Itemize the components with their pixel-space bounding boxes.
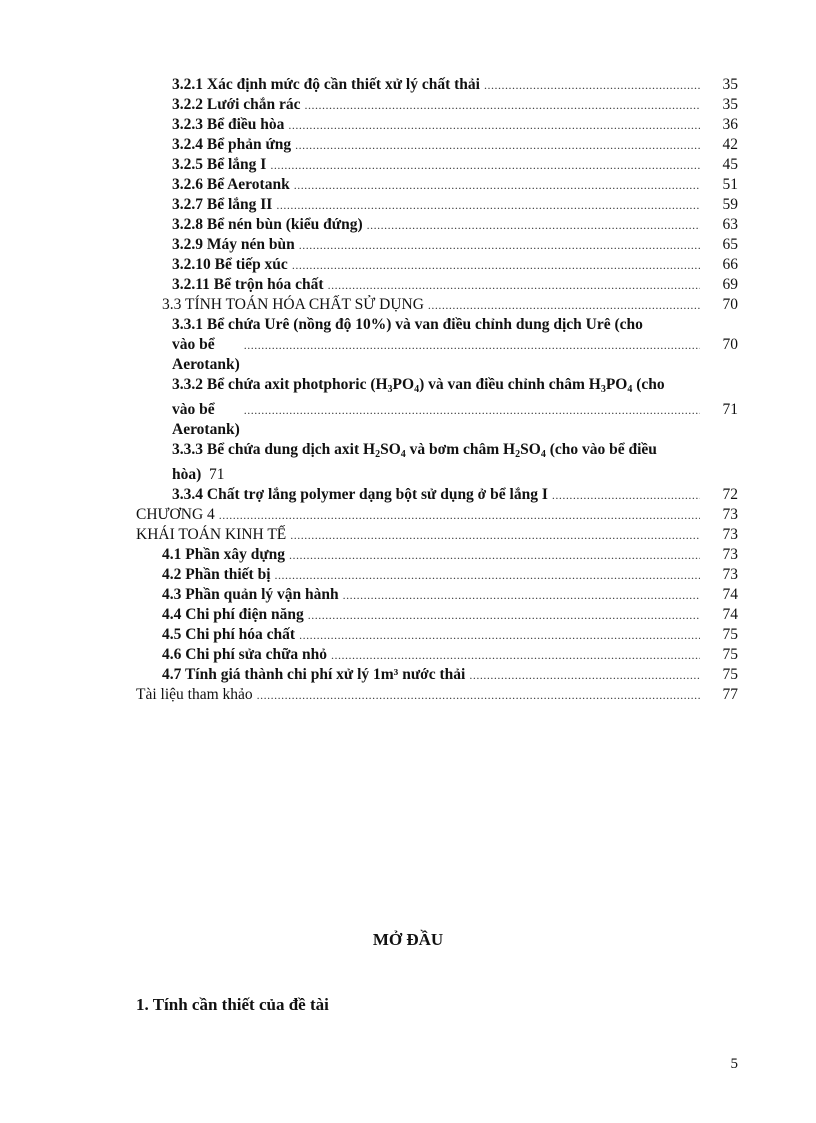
toc-entry-3-3-3[interactable] <box>0 440 816 485</box>
toc-label: 4.6 Chi phí sửa chữa nhỏ <box>162 646 328 663</box>
toc-leader <box>308 605 700 625</box>
toc-leader <box>270 155 700 175</box>
toc-page: 65 <box>722 236 738 253</box>
toc-leader <box>343 585 700 605</box>
toc-entry-4-7[interactable] <box>0 665 816 685</box>
toc-label: KHÁI TOÁN KINH TẾ <box>136 526 287 543</box>
toc-leader <box>484 75 700 95</box>
toc-leader <box>244 335 700 355</box>
toc-page: 74 <box>722 586 738 603</box>
toc-page: 45 <box>722 156 738 173</box>
toc-entry-3-3[interactable] <box>0 295 816 315</box>
toc-page: 35 <box>722 96 738 113</box>
toc-label: 3.2.9 Máy nén bùn <box>172 236 295 253</box>
toc-label: 3.2.2 Lưới chắn rác <box>172 96 301 113</box>
toc-label: 3.3 TÍNH TOÁN HÓA CHẤT SỬ DỤNG <box>162 296 424 313</box>
toc-label-line2: vào bể Aerotank) <box>172 336 240 373</box>
toc-page: 69 <box>722 276 738 293</box>
toc-entry-3-2-3[interactable] <box>0 115 816 135</box>
toc-page: 74 <box>722 606 738 623</box>
toc-label: CHƯƠNG 4 <box>136 506 215 523</box>
toc-page: 75 <box>722 626 738 643</box>
toc-leader <box>328 275 700 295</box>
toc-label: 4.1 Phần xây dựng <box>162 546 286 563</box>
toc-leader <box>244 400 700 420</box>
toc-label: 3.2.7 Bể lắng II <box>172 196 273 213</box>
toc-entry-chuong-4[interactable] <box>0 505 816 525</box>
toc-label: 3.2.6 Bể Aerotank <box>172 176 290 193</box>
toc-leader <box>299 235 700 255</box>
toc-entry-4-5[interactable] <box>0 625 816 645</box>
toc-leader <box>305 95 700 115</box>
toc-leader <box>257 685 700 705</box>
toc-leader <box>292 255 700 275</box>
toc-page: 77 <box>722 686 738 703</box>
toc-leader <box>428 295 700 315</box>
section-heading: 1. Tính cần thiết của đề tài <box>136 995 329 1014</box>
toc-page: 51 <box>722 176 738 193</box>
toc-entry-4-3[interactable] <box>0 585 816 605</box>
toc-page: 66 <box>722 256 738 273</box>
toc-entry-3-2-11[interactable] <box>0 275 816 295</box>
toc-label: 3.2.8 Bể nén bùn (kiểu đứng) <box>172 216 363 233</box>
toc-label: 3.2.11 Bể trộn hóa chất <box>172 276 324 293</box>
toc-entry-3-2-7[interactable] <box>0 195 816 215</box>
toc-entry-3-2-4[interactable] <box>0 135 816 155</box>
toc-entry-4-4[interactable] <box>0 605 816 625</box>
toc-leader <box>290 525 700 545</box>
toc-entry-khai-toan[interactable] <box>0 525 816 545</box>
toc-label: 4.2 Phần thiết bị <box>162 566 271 583</box>
toc-label: 4.7 Tính giá thành chi phí xử lý 1m³ nước thải <box>162 666 466 683</box>
toc-label: 3.2.3 Bể điều hòa <box>172 116 285 133</box>
toc-entry-tai-lieu[interactable] <box>0 685 816 705</box>
toc-entry-4-6[interactable] <box>0 645 816 665</box>
toc-label: Tài liệu tham khảo <box>136 686 253 703</box>
toc-entry-4-2[interactable] <box>0 565 816 585</box>
toc-label: 4.4 Chi phí điện năng <box>162 606 304 623</box>
toc-page: 71 <box>722 401 738 418</box>
toc-page: 73 <box>722 566 738 583</box>
toc-entry-3-3-4[interactable] <box>0 485 816 505</box>
toc-leader <box>469 665 700 685</box>
toc-leader <box>275 565 700 585</box>
toc-leader <box>289 545 700 565</box>
toc-label-line2: hòa) 71 <box>172 466 225 483</box>
toc-leader <box>552 485 700 505</box>
toc-entry-3-2-10[interactable] <box>0 255 816 275</box>
toc-page: 73 <box>722 546 738 563</box>
toc-entry-3-2-6[interactable] <box>0 175 816 195</box>
toc-entry-3-2-9[interactable] <box>0 235 816 255</box>
toc-label: 3.2.1 Xác định mức độ cần thiết xử lý chất thải <box>172 76 480 93</box>
toc-label: 3.2.4 Bể phản ứng <box>172 136 292 153</box>
toc-page: 71 <box>209 466 225 483</box>
toc-leader <box>288 115 700 135</box>
toc-leader <box>299 625 700 645</box>
toc-entry-3-2-2[interactable] <box>0 95 816 115</box>
toc-leader <box>276 195 700 215</box>
toc-label: 4.3 Phần quản lý vận hành <box>162 586 339 603</box>
toc-page: 42 <box>722 136 738 153</box>
toc-page: 73 <box>722 526 738 543</box>
toc-label: 3.2.5 Bể lắng I <box>172 156 267 173</box>
toc-label-line1: 3.3.2 Bể chứa axit photphoric $(H_3PO_4)$ và van điều chỉnh châm $H_3PO_4$ (cho <box>172 376 665 395</box>
toc-entry-3-3-2[interactable] <box>0 375 816 440</box>
toc-page: 63 <box>722 216 738 233</box>
toc-leader <box>219 505 700 525</box>
toc-label-line1: 3.3.1 Bể chứa Urê (nồng độ 10%) và van điều chỉnh dung dịch Urê (cho <box>172 316 643 333</box>
toc-page: 75 <box>722 666 738 683</box>
toc-label: 3.3.4 Chất trợ lắng polymer dạng bột sử dụng ở bể lắng I <box>172 486 548 503</box>
toc-page: 73 <box>722 506 738 523</box>
table-of-contents <box>0 75 816 705</box>
toc-leader <box>295 135 700 155</box>
toc-page: 70 <box>722 336 738 353</box>
toc-page: 59 <box>722 196 738 213</box>
toc-entry-3-2-5[interactable] <box>0 155 816 175</box>
toc-label: 4.5 Chi phí hóa chất <box>162 626 296 643</box>
toc-page: 72 <box>722 486 738 503</box>
toc-page: 75 <box>722 646 738 663</box>
toc-leader <box>367 215 700 235</box>
toc-entry-3-2-1[interactable] <box>0 75 816 95</box>
page-number: 5 <box>730 1056 738 1072</box>
chapter-heading: MỞ ĐẦU <box>372 930 444 949</box>
toc-entry-4-1[interactable] <box>0 545 816 565</box>
toc-page: 35 <box>722 76 738 93</box>
toc-page: 36 <box>722 116 738 133</box>
toc-label-line2: vào bể Aerotank) <box>172 401 240 438</box>
toc-label-line1: 3.3.3 Bể chứa dung dịch axit $H_2SO_4$ và bơm châm $H_2SO_4$ (cho vào bể điều <box>172 441 657 460</box>
toc-entry-3-3-1[interactable] <box>0 315 816 375</box>
toc-entry-3-2-8[interactable] <box>0 215 816 235</box>
toc-leader <box>331 645 700 665</box>
toc-leader <box>294 175 700 195</box>
toc-label: 3.2.10 Bể tiếp xúc <box>172 256 288 273</box>
toc-page: 70 <box>722 296 738 313</box>
